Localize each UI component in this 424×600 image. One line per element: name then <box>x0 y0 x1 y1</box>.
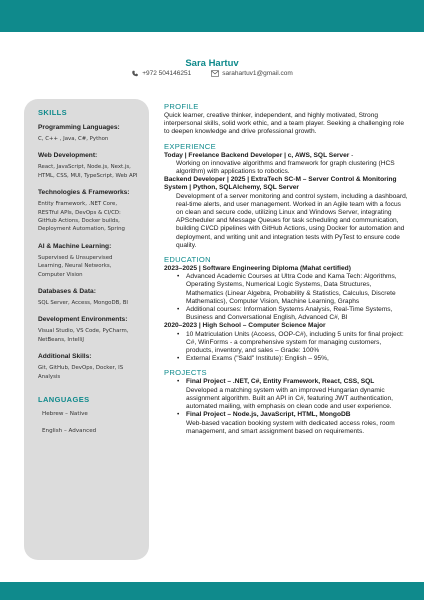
languages-heading: LANGUAGES <box>38 395 90 405</box>
education-title: 2023–2025 | Software Engineering Diploma (Mahat certified) <box>164 265 351 273</box>
project-item <box>186 378 408 411</box>
candidate-name: Sara Hartuv <box>185 58 239 69</box>
skill-group-text: React, JavaScript, Node.js, Next.js, HTML, CSS, MUI, TypeScript, Web API <box>38 164 138 179</box>
skill-group-text: Git, GitHub, DevOps, Docker, IS Analysis <box>38 365 124 380</box>
project-list <box>164 378 408 435</box>
skill-group-title: Web Development: <box>38 152 98 160</box>
top-accent-band <box>0 0 424 32</box>
skill-group-title: AI & Machine Learning: <box>38 242 112 250</box>
experience-heading: EXPERIENCE <box>164 141 216 151</box>
phone-number: +972 504146251 <box>142 70 192 77</box>
education-title: 2020–2023 | High School – Computer Science Major <box>164 322 326 330</box>
project-description: Web-based vacation booking system with dedicated access roles, room management, and smart assignment based on requirements. <box>186 419 395 435</box>
skill-group-title: Technologies & Frameworks: <box>38 189 130 197</box>
phone-icon <box>131 70 139 77</box>
skill-group-title: Databases & Data: <box>38 288 96 296</box>
skill-group-title: Development Environments: <box>38 316 128 324</box>
experience-description: Working on innovative algorithms and framework for graph clustering (HCS algorithm) with applications to robotics. <box>176 159 395 176</box>
education-bullets <box>164 331 408 364</box>
language-item: Hebrew – Native <box>42 411 88 418</box>
main-content <box>164 102 408 436</box>
skill-group-text: Supervised & Unsupervised Learning, Neural Networks, Computer Vision <box>38 254 113 278</box>
skills-heading: SKILLS <box>38 108 68 117</box>
sidebar <box>24 99 149 560</box>
project-title: • Final Project – Node.js, JavaScript, HTML, MongoDB <box>186 411 351 419</box>
list-item: • Advanced Academic Courses at Ultra Code and Kama Tech: Algorithms, Operating Systems, Numerical Logic Systems, Data Structures, Mathematics (Linear Algebra, Probability & Statistics, Calculus, Discrete Mathematics), Computer Vision, Machine Learning, Graphs <box>186 273 408 306</box>
projects-heading: PROJECTS <box>164 368 207 378</box>
contact-bar <box>0 70 424 77</box>
education-bullets <box>164 273 408 322</box>
project-title: • Final Project – .NET, C#, Entity Framework, React, CSS, SQL <box>186 378 375 386</box>
list-item: • External Exams ("Sald" Institute): English – 95%, <box>186 355 408 363</box>
project-description: Developed a matching system with an improved Hungarian dynamic assignment algorithm. Built an API in C#, featuring JWT authentication, automated mailing, with emphasis on clean code and user experience. <box>186 386 393 411</box>
skill-group-text: Entity Framework, .NET Core, RESTful APIs, DevOps & CI/CD: GitHub Actions, Docker builds, Deployment Automation, Spring <box>38 201 125 233</box>
contact-email[interactable] <box>211 70 293 77</box>
profile-text: Quick learner, creative thinker, independent, and highly motivated, Strong interpersonal skills, solid work ethic, and a team player. Seeking a challenging role to deepen knowledge and drive professional growth. <box>164 112 405 136</box>
contact-phone[interactable] <box>131 70 191 77</box>
language-item: English – Advanced <box>42 428 97 435</box>
skill-group-text: C, C++ , Java, C#, Python <box>38 136 109 142</box>
skill-group-text: SQL Server, Access, MongoDB, BI <box>38 300 129 307</box>
project-item <box>186 411 408 436</box>
experience-title: Backend Developer | 2025 | ExtraTech SC-M – Server Control & Monitoring System | Python, SQLAlchemy, SQL Server <box>164 176 397 192</box>
skill-group-text: Visual Studio, VS Code, PyCharm, NetBeans, IntelliJ <box>38 328 129 343</box>
experience-title: Today | Freelance Backend Developer | c, AWS, SQL Server - <box>164 151 354 159</box>
skill-group-title: Additional Skills: <box>38 353 92 361</box>
education-heading: EDUCATION <box>164 255 211 265</box>
envelope-icon <box>211 70 219 77</box>
experience-description: Development of a server monitoring and control system, including a dashboard, real-time alerts, and user management. Worked in an Agile team with a focus on clean and secure code, utilizing Linux and Windows Server, integrating APScheduler and Message Queues for task scheduling and communication, building CI/CD pipelines with GitHub Actions, using Docker for automation and deployment, and writing unit and integration tests with PyTest to ensure code quality. <box>176 192 408 249</box>
skill-group-title: Programming Languages: <box>38 124 120 131</box>
list-item: • 10 Matriculation Units (Access, OOP-C#), including 5 units for final project: C#, WinForms - a comprehensive system for managing customers, products, inventory, and sales – Grade: 100% <box>186 331 408 356</box>
profile-heading: PROFILE <box>164 102 199 111</box>
email-address: sarahartuv1@gmail.com <box>222 70 293 77</box>
bottom-accent-band <box>0 582 424 600</box>
list-item: • Additional courses: Information Systems Analysis, Real-Time Systems, Business and Conversational English, Advanced C#, BI <box>186 306 408 322</box>
